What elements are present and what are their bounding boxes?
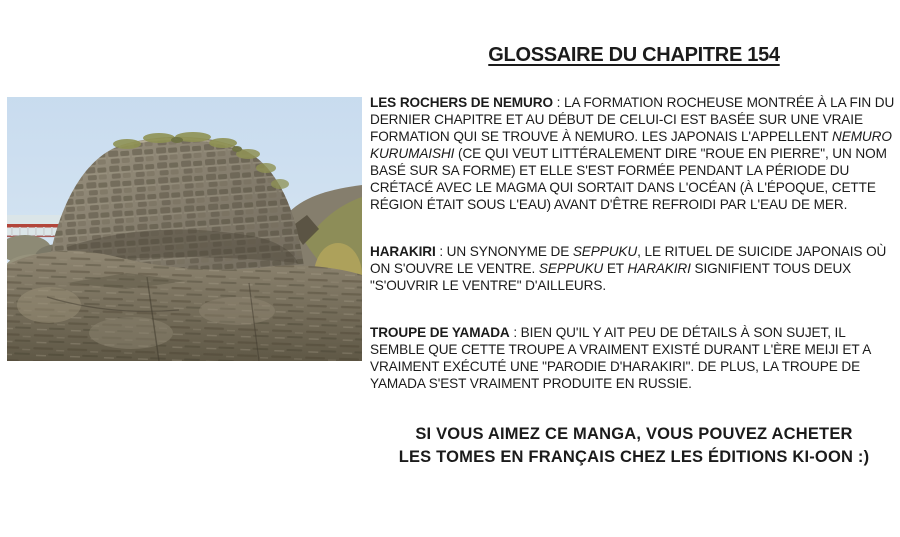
entry-italic-term: NEMURO KURUMAISHI xyxy=(370,129,892,161)
entry-italic-term: HARAKIRI xyxy=(627,261,691,276)
entry-italic-term: SEPPUKU xyxy=(572,244,638,259)
glossary-entry-harakiri xyxy=(370,243,898,294)
entry-term: HARAKIRI xyxy=(370,244,436,259)
purchase-note xyxy=(370,423,898,469)
purchase-note-line2: LES TOMES EN FRANÇAIS CHEZ LES ÉDITIONS KI-OON :) xyxy=(398,448,870,466)
entry-term: TROUPE DE YAMADA xyxy=(370,325,510,340)
entry-text: : BIEN QU'IL Y AIT PEU DE DÉTAILS À SON SUJET, IL SEMBLE QUE CETTE TROUPE A VRAIMENT EXISTÉ DURANT L'ÈRE MEIJI ET A VRAIMENT EXÉCUTÉ UNE "PARODIE D'HARAKIRI". DE PLUS, LA TROUPE DE YAMADA S'EST VRAIMENT PRODUITE EN RUSSIE. xyxy=(370,325,871,391)
glossary-entry-troupe-de-yamada xyxy=(370,324,898,392)
glossary-content xyxy=(370,44,898,469)
entry-term: LES ROCHERS DE NEMURO xyxy=(370,95,553,110)
entry-text: (CE QUI VEUT LITTÉRALEMENT DIRE "ROUE EN PIERRE", UN NOM BASÉ SUR SA FORME) ET ELLE S'EST FORMÉE PENDANT LA PÉRIODE DU CRÉTACÉ AVEC LE MAGMA QUI SORTAIT DANS L'OCÉAN (À L'ÉPOQUE, CETTE RÉGION ÉTAIT SOUS L'EAU) AVANT D'ÊTRE REFROIDI PAR L'EAU DE MER. xyxy=(370,146,887,212)
nemuro-rocks-photo xyxy=(7,97,362,361)
glossary-entry-rochers-de-nemuro xyxy=(370,94,898,213)
entry-italic-term: SEPPUKU xyxy=(538,261,604,276)
purchase-note-line1: SI VOUS AIMEZ CE MANGA, VOUS POUVEZ ACHETER xyxy=(415,425,853,443)
entry-text: ET xyxy=(603,261,628,276)
entry-text: : UN SYNONYME DE xyxy=(435,244,573,259)
entry-text: , LE RITUEL DE SUICIDE JAPONAIS OÙ ON S'OUVRE LE VENTRE. xyxy=(370,244,887,276)
entry-text: : LA FORMATION ROCHEUSE MONTRÉE À LA FIN DU DERNIER CHAPITRE ET AU DÉBUT DE CELUI-CI EST BASÉE SUR UNE VRAIE FORMATION QUI SE TROUVE À NEMURO. LES JAPONAIS L'APPELLENT xyxy=(370,95,895,144)
page-title: GLOSSAIRE DU CHAPITRE 154 xyxy=(488,44,780,66)
entry-text: SIGNIFIENT TOUS DEUX "S'OUVRIR LE VENTRE" D'AILLEURS. xyxy=(370,261,852,293)
